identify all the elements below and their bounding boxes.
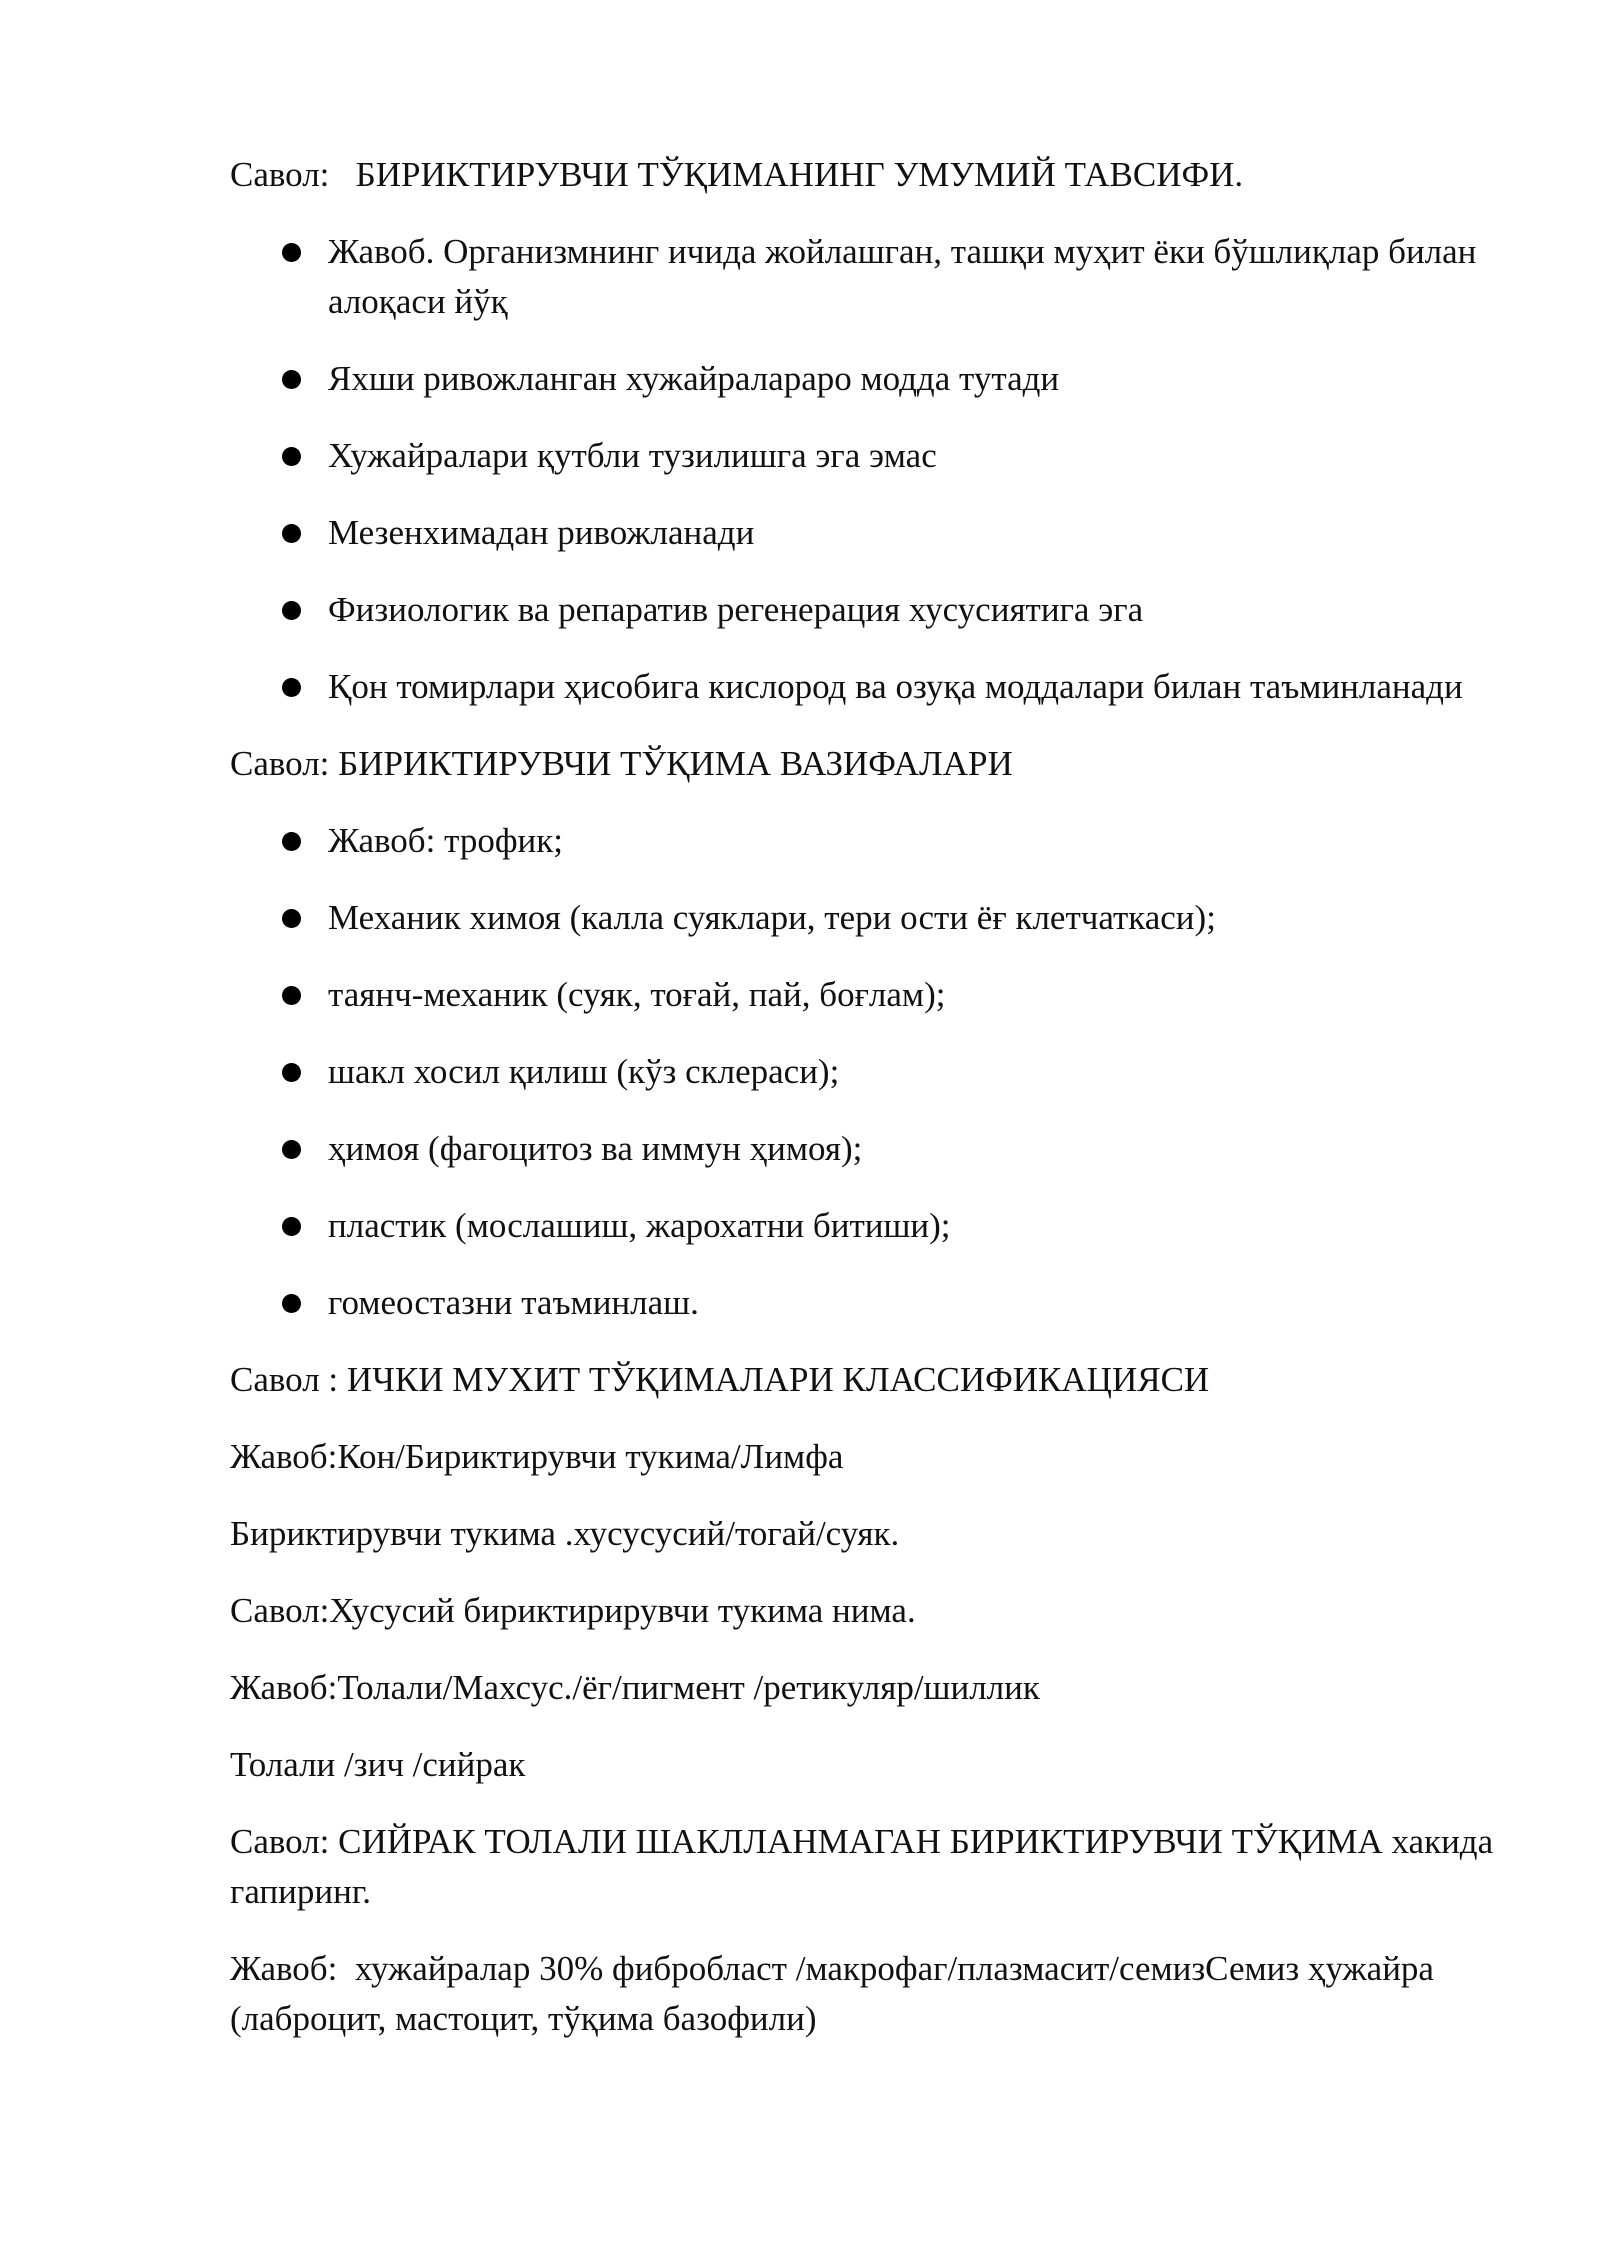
question-heading-5: Савол: СИЙРАК ТОЛАЛИ ШАКЛЛАНМАГАН БИРИКТИРУВЧИ ТЎҚИМА хакида гапиринг. [230, 1822, 1502, 1911]
bullet-icon [282, 524, 301, 543]
bullet-icon [282, 1294, 301, 1313]
bullet-icon [282, 370, 301, 389]
bullet-icon [282, 832, 301, 851]
answer-paragraph: Бириктирувчи тукима .хусусусий/тогай/суяк. [230, 1514, 900, 1553]
list-item-text: гомеостазни таъминлаш. [328, 1283, 699, 1322]
list-item-text: Хужайралари қутбли тузилишга эга эмас [328, 436, 937, 475]
answer-paragraph: Жавоб:Кон/Бириктирувчи тукима/Лимфа [230, 1437, 844, 1476]
list-item [230, 431, 1530, 481]
list-item [230, 354, 1530, 404]
list-item [230, 970, 1530, 1020]
list-item-text: ҳимоя (фагоцитоз ва иммун ҳимоя); [328, 1129, 863, 1168]
bullet-icon [282, 601, 301, 620]
question-heading-3: Савол : ИЧКИ МУХИТ ТЎҚИМАЛАРИ КЛАССИФИКАЦИЯСИ [230, 1360, 1210, 1399]
list-item [230, 893, 1530, 943]
document-page [230, 150, 1530, 2071]
list-item [230, 1047, 1530, 1097]
list-item [230, 227, 1530, 327]
list-item [230, 662, 1530, 712]
list-item-text: Яхши ривожланган хужайралараро модда тутади [328, 359, 1060, 398]
bullet-icon [282, 1217, 301, 1236]
bullet-icon [282, 1140, 301, 1159]
answer-paragraph: Толали /зич /сийрак [230, 1745, 526, 1784]
list-item-text: Механик химоя (калла суяклари, тери ости ёғ клетчаткаси); [328, 898, 1216, 937]
list-item-text: Қон томирлари ҳисобига кислород ва озуқа моддалари билан таъминланади [328, 667, 1463, 706]
list-item [230, 816, 1530, 866]
list-item [230, 1278, 1530, 1328]
list-item-text: Физиологик ва репаратив регенерация хусусиятига эга [328, 590, 1144, 629]
list-item [230, 1124, 1530, 1174]
question-heading-2: Савол: БИРИКТИРУВЧИ ТЎҚИМА ВАЗИФАЛАРИ [230, 744, 1013, 783]
list-item-text: шакл хосил қилиш (кўз склераси); [328, 1052, 840, 1091]
list-item-text: Жавоб: трофик; [328, 821, 563, 860]
bullet-icon [282, 678, 301, 697]
list-item-text: таянч-механик (суяк, тоғай, пай, боғлам); [328, 975, 946, 1014]
list-item-text: Жавоб. Организмнинг ичида жойлашган, ташқи муҳит ёки бўшлиқлар билан алоқаси йўқ [328, 232, 1477, 321]
answer-list-2 [230, 816, 1530, 1328]
bullet-icon [282, 909, 301, 928]
answer-list-1 [230, 227, 1530, 712]
list-item-text: пластик (мослашиш, жарохатни битиши); [328, 1206, 951, 1245]
answer-paragraph: Жавоб:Толали/Махсус./ёг/пигмент /ретикуляр/шиллик [230, 1668, 1040, 1707]
question-heading-4: Савол:Хусусий бириктирирувчи тукима нима. [230, 1591, 916, 1630]
bullet-icon [282, 986, 301, 1005]
list-item [230, 1201, 1530, 1251]
list-item [230, 508, 1530, 558]
bullet-icon [282, 447, 301, 466]
list-item-text: Мезенхимадан ривожланади [328, 513, 755, 552]
answer-paragraph: Жавоб: хужайралар 30% фибробласт /макрофаг/плазмасит/семизСемиз ҳужайра (лаброцит, мастоцит, тўқима базофили) [230, 1949, 1443, 2038]
question-heading-1: Савол: БИРИКТИРУВЧИ ТЎҚИМАНИНГ УМУМИЙ ТАВСИФИ. [230, 155, 1244, 194]
list-item [230, 585, 1530, 635]
bullet-icon [282, 1063, 301, 1082]
bullet-icon [282, 243, 301, 262]
